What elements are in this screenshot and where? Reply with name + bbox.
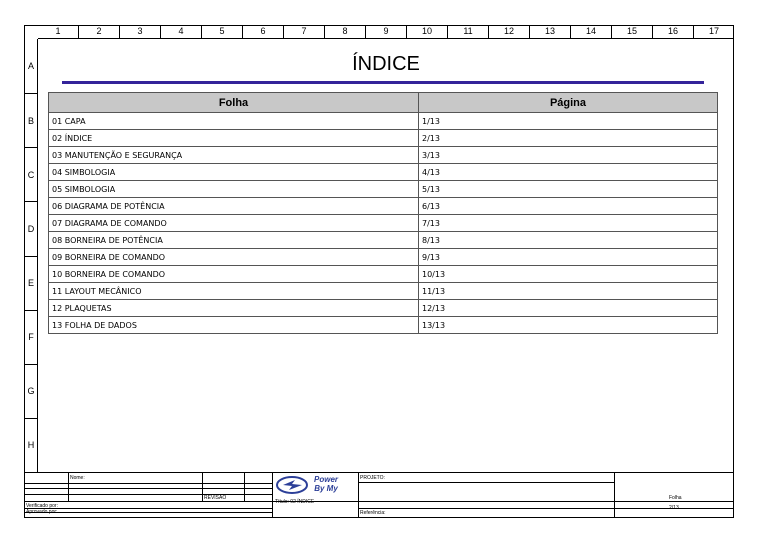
title-underline xyxy=(62,81,704,84)
tb-line xyxy=(24,483,272,484)
table-row xyxy=(49,198,718,215)
tb-line xyxy=(24,512,272,513)
folha-cell: 09 BORNEIRA DE COMANDO xyxy=(49,249,419,266)
table-row xyxy=(49,283,718,300)
referencia-label: Referência: xyxy=(360,510,386,516)
column-label: 10 xyxy=(406,25,447,38)
projeto-label: PROJETO: xyxy=(360,475,385,481)
pagina-cell: 11/13 xyxy=(419,283,718,300)
pagina-cell: 1/13 xyxy=(419,113,718,130)
row-label: H xyxy=(24,418,38,472)
tb-line xyxy=(614,472,615,518)
row-label: B xyxy=(24,93,38,147)
page-title: ÍNDICE xyxy=(352,53,420,75)
column-label: 16 xyxy=(652,25,693,38)
pagina-cell: 3/13 xyxy=(419,147,718,164)
pagina-cell: 4/13 xyxy=(419,164,718,181)
column-label: 2 xyxy=(78,25,119,38)
folha-cell: 06 DIAGRAMA DE POTÊNCIA xyxy=(49,198,419,215)
column-label: 9 xyxy=(365,25,406,38)
tb-line xyxy=(24,472,734,473)
folha-cell: 01 CAPA xyxy=(49,113,419,130)
logo-icon xyxy=(275,475,311,495)
table-row xyxy=(49,215,718,232)
column-label: 4 xyxy=(160,25,201,38)
folha-cell: 10 BORNEIRA DE COMANDO xyxy=(49,266,419,283)
folha-label: Folha xyxy=(669,495,682,501)
revisao-label: REVISÃO xyxy=(204,495,227,501)
column-label: 3 xyxy=(119,25,160,38)
table-row xyxy=(49,300,718,317)
folha-cell: 13 FOLHA DE DADOS xyxy=(49,317,419,334)
column-label: 11 xyxy=(447,25,488,38)
column-label: 1 xyxy=(55,26,61,36)
content-area xyxy=(38,39,734,472)
table-row xyxy=(49,249,718,266)
pagina-cell: 8/13 xyxy=(419,232,718,249)
tb-line xyxy=(24,488,272,489)
tb-line xyxy=(68,472,69,501)
header-folha: Folha xyxy=(49,93,419,113)
tb-line xyxy=(202,472,203,501)
table-row xyxy=(49,113,718,130)
pagina-cell: 6/13 xyxy=(419,198,718,215)
title-block xyxy=(24,472,734,518)
column-label: 14 xyxy=(570,25,611,38)
folha-cell: 03 MANUTENÇÃO E SEGURANÇA xyxy=(49,147,419,164)
table-row xyxy=(49,181,718,198)
column-label: 5 xyxy=(201,25,242,38)
pagina-cell: 5/13 xyxy=(419,181,718,198)
tb-line xyxy=(358,472,359,518)
column-label: 8 xyxy=(324,25,365,38)
index-table-header xyxy=(49,93,718,113)
folha-cell: 12 PLAQUETAS xyxy=(49,300,419,317)
column-label: 15 xyxy=(611,25,652,38)
column-label: 6 xyxy=(242,25,283,38)
row-label: G xyxy=(24,364,38,418)
titulo-label: Título: 02 ÍNDICE xyxy=(275,499,315,505)
folha-value: 2/13 xyxy=(669,505,679,511)
tb-line xyxy=(272,472,273,518)
table-row xyxy=(49,317,718,334)
column-label: 7 xyxy=(283,25,324,38)
pagina-cell: 2/13 xyxy=(419,130,718,147)
logo-line1: Power xyxy=(314,475,339,484)
header-pagina: Página xyxy=(419,93,718,113)
nome-label: Nome: xyxy=(70,475,85,481)
row-label: D xyxy=(24,201,38,255)
folha-cell: 07 DIAGRAMA DE COMANDO xyxy=(49,215,419,232)
row-label: F xyxy=(24,310,38,364)
tb-line xyxy=(244,472,245,501)
pagina-cell: 10/13 xyxy=(419,266,718,283)
table-row xyxy=(49,164,718,181)
folha-cell: 02 ÍNDICE xyxy=(49,130,419,147)
row-label: E xyxy=(24,256,38,310)
row-label: C xyxy=(24,147,38,201)
folha-cell: 05 SIMBOLOGIA xyxy=(49,181,419,198)
column-label: 17 xyxy=(693,25,734,38)
tb-line xyxy=(358,482,614,483)
index-table xyxy=(48,92,718,334)
pagina-cell: 12/13 xyxy=(419,300,718,317)
folha-cell: 04 SIMBOLOGIA xyxy=(49,164,419,181)
logo-text xyxy=(314,475,338,493)
column-label: 13 xyxy=(529,25,570,38)
folha-cell: 08 BORNEIRA DE POTÊNCIA xyxy=(49,232,419,249)
table-row xyxy=(49,232,718,249)
column-label: 12 xyxy=(488,25,529,38)
tb-line xyxy=(24,494,272,495)
verificado-label: Verificado por: xyxy=(26,503,58,509)
tb-line xyxy=(24,501,734,502)
table-row xyxy=(49,130,718,147)
pagina-cell: 13/13 xyxy=(419,317,718,334)
logo-line2: By My xyxy=(314,484,338,493)
table-row xyxy=(49,147,718,164)
pagina-cell: 7/13 xyxy=(419,215,718,232)
pagina-cell: 9/13 xyxy=(419,249,718,266)
row-label: A xyxy=(27,61,34,72)
column-ruler xyxy=(38,25,734,39)
aprovado-label: Aprovado por: xyxy=(26,509,58,515)
tb-line xyxy=(24,508,272,509)
folha-cell: 11 LAYOUT MECÂNICO xyxy=(49,283,419,300)
table-row xyxy=(49,266,718,283)
row-ruler xyxy=(24,39,38,472)
